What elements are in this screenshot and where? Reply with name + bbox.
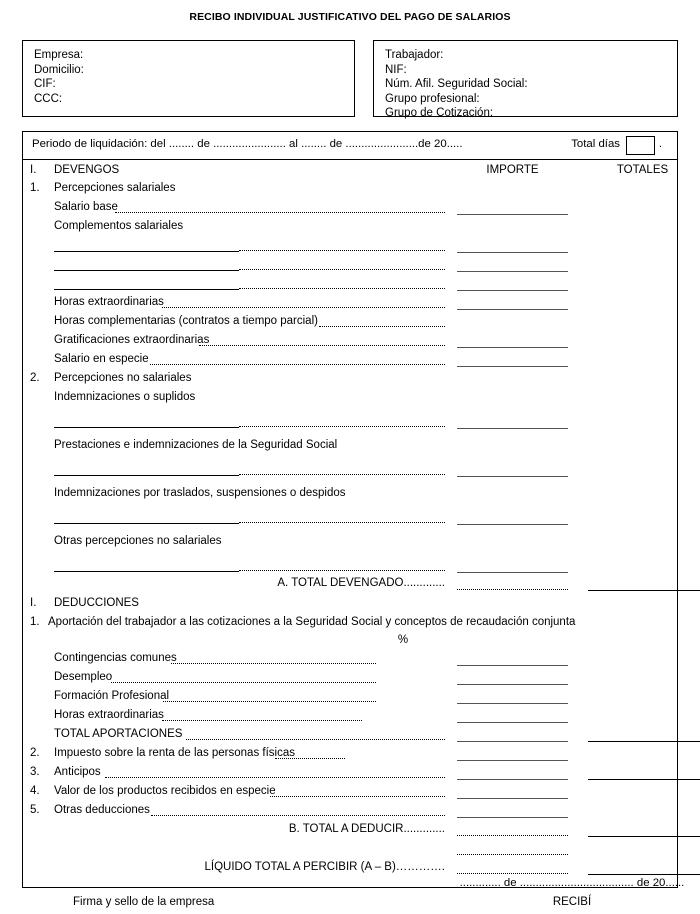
footer-date-field[interactable]: ............. de .................................... de 20...... xyxy=(459,877,685,889)
concept-blank-input[interactable] xyxy=(54,270,239,271)
anticipos-label: Anticipos xyxy=(54,766,101,778)
leader-dots xyxy=(319,326,445,327)
desempleo-label: Desempleo xyxy=(54,671,113,683)
liquido-total-totales-field[interactable] xyxy=(588,874,700,875)
leader-dots xyxy=(105,777,445,778)
gratificaciones-importe-field[interactable] xyxy=(457,347,568,348)
concept-blank-input[interactable] xyxy=(54,251,239,252)
leader-dots xyxy=(171,663,376,664)
valor-productos-importe-field[interactable] xyxy=(457,798,568,799)
salario-base-importe-field[interactable] xyxy=(457,214,568,215)
num-afiliacion-label: Núm. Afil. Seguridad Social: xyxy=(385,78,528,91)
total-dias-trailing-dot: . xyxy=(658,138,662,150)
total-devengado-importe-field[interactable] xyxy=(457,589,568,590)
horas-extraordinarias-deduccion-importe-field[interactable] xyxy=(457,722,568,723)
liquidation-period-bar xyxy=(23,132,677,160)
leader-dots xyxy=(239,570,445,571)
indemnizaciones-traslados-label: Indemnizaciones por traslados, suspensiones o despidos xyxy=(54,487,346,499)
row-total-aportaciones xyxy=(23,728,675,746)
irpf-importe-field[interactable] xyxy=(457,760,568,761)
leader-dots xyxy=(151,815,445,816)
row-deducciones-heading xyxy=(23,597,675,615)
row-formacion-profesional xyxy=(23,690,675,708)
importe-field[interactable] xyxy=(457,524,568,525)
payslip-rows xyxy=(23,160,685,908)
leader-dots xyxy=(111,682,376,683)
row-otras-deducciones xyxy=(23,804,675,822)
row-indemnizaciones-suplidos-blank xyxy=(23,415,675,433)
formacion-profesional-label: Formación Profesional xyxy=(54,690,170,702)
page-title: RECIBO INDIVIDUAL JUSTIFICATIVO DEL PAGO DE SALARIOS xyxy=(189,11,511,23)
row-otras-percepciones-no-salariales xyxy=(23,535,675,553)
group1-numeral: 1. xyxy=(30,182,40,194)
row-gratificaciones-extraordinarias xyxy=(23,334,675,352)
cif-label: CIF: xyxy=(34,78,56,91)
grupo-profesional-label: Grupo profesional: xyxy=(385,92,480,105)
total-aportaciones-label: TOTAL APORTACIONES xyxy=(54,728,183,740)
salario-especie-importe-field[interactable] xyxy=(457,366,568,367)
total-devengado-totales-field[interactable] xyxy=(588,590,700,591)
leader-dots xyxy=(150,364,445,365)
importe-field[interactable] xyxy=(457,476,568,477)
aportacion-title: Aportación del trabajador a las cotizaciones a la Seguridad Social y conceptos de recaudación conjunta xyxy=(48,616,576,628)
row-anticipos xyxy=(23,766,675,784)
desempleo-importe-field[interactable] xyxy=(457,684,568,685)
row-aportacion-trabajador-heading xyxy=(23,616,675,634)
otras-deducciones-importe-field[interactable] xyxy=(457,817,568,818)
trabajador-label: Trabajador: xyxy=(385,49,444,61)
liquido-total-importe-field[interactable] xyxy=(457,873,568,874)
row-complementos-salariales xyxy=(23,220,675,238)
group2-title: Percepciones no salariales xyxy=(54,372,192,384)
row-indemnizaciones-suplidos xyxy=(23,391,675,409)
row-footer-date xyxy=(23,877,685,895)
leader-dots xyxy=(239,426,445,427)
deducciones-title: DEDUCCIONES xyxy=(54,597,139,609)
row-indemnizaciones-traslados xyxy=(23,487,675,505)
leader-dots xyxy=(239,288,445,289)
otras-deducciones-numeral: 5. xyxy=(30,804,40,816)
row-complemento-blank-2 xyxy=(23,258,675,276)
row-prestaciones-blank xyxy=(23,463,675,481)
row-valor-productos-especie xyxy=(23,785,675,803)
leader-dots xyxy=(239,269,445,270)
importe-field[interactable] xyxy=(457,252,568,253)
leader-dots xyxy=(270,796,445,797)
leader-dots xyxy=(162,720,362,721)
anticipos-importe-field[interactable] xyxy=(457,779,568,780)
row-complemento-blank-1 xyxy=(23,239,675,257)
ccc-label: CCC: xyxy=(34,92,63,105)
row-importe-spacer xyxy=(23,842,675,860)
leader-dots xyxy=(239,250,445,251)
total-aportaciones-totales-field[interactable] xyxy=(588,741,700,742)
aportacion-numeral: 1. xyxy=(30,616,40,628)
horas-extraordinarias-label: Horas extraordinarias xyxy=(54,296,164,308)
total-a-deducir-label: B. TOTAL A DEDUCIR............. xyxy=(288,823,445,835)
total-dias-label: Total días xyxy=(571,138,620,150)
liquido-total-label: LÍQUIDO TOTAL A PERCIBIR (A – B)…………. xyxy=(204,861,445,873)
leader-dots xyxy=(162,307,445,308)
row-total-devengado xyxy=(23,577,675,595)
importe-spacer-field[interactable] xyxy=(457,854,568,855)
row-total-a-deducir xyxy=(23,823,675,841)
leader-dots xyxy=(199,345,445,346)
row-salario-en-especie xyxy=(23,353,675,371)
row-contingencias-comunes xyxy=(23,652,675,670)
column-header-importe: IMPORTE xyxy=(486,164,539,176)
contingencias-comunes-importe-field[interactable] xyxy=(457,665,568,666)
prestaciones-label: Prestaciones e indemnizaciones de la Seguridad Social xyxy=(54,439,338,451)
importe-field[interactable] xyxy=(457,572,568,573)
row-percepciones-no-salariales-heading xyxy=(23,372,675,390)
column-header-totales: TOTALES xyxy=(616,164,669,176)
formacion-profesional-importe-field[interactable] xyxy=(457,703,568,704)
row-otras-percepciones-blank xyxy=(23,559,675,577)
grupo-cotizacion-label: Grupo de Cotización: xyxy=(385,107,494,120)
row-complemento-blank-3 xyxy=(23,277,675,295)
contingencias-comunes-label: Contingencias comunes xyxy=(54,652,177,664)
row-indemnizaciones-traslados-blank xyxy=(23,511,675,529)
importe-field[interactable] xyxy=(457,290,568,291)
concept-blank-input[interactable] xyxy=(54,523,239,524)
horas-extraordinarias-deduccion-label: Horas extraordinarias xyxy=(54,709,164,721)
valor-productos-label: Valor de los productos recibidos en especie xyxy=(54,785,276,797)
row-percepciones-salariales-heading xyxy=(23,182,675,200)
devengos-title: DEVENGOS xyxy=(54,164,120,176)
irpf-label: Impuesto sobre la renta de las personas físicas xyxy=(54,747,295,759)
domicilio-label: Domicilio: xyxy=(34,63,84,76)
row-horas-extraordinarias xyxy=(23,296,675,314)
horas-extraordinarias-importe-field[interactable] xyxy=(457,309,568,310)
otras-deducciones-label: Otras deducciones xyxy=(54,804,150,816)
percent-symbol: % xyxy=(397,634,409,646)
indemnizaciones-suplidos-label: Indemnizaciones o suplidos xyxy=(54,391,196,403)
row-salario-base xyxy=(23,201,675,219)
total-dias-input[interactable] xyxy=(626,136,655,155)
gratificaciones-label: Gratificaciones extraordinarias xyxy=(54,334,210,346)
leader-dots xyxy=(275,758,345,759)
group1-title: Percepciones salariales xyxy=(54,182,176,194)
row-horas-extraordinarias-deduccion xyxy=(23,709,675,727)
total-devengado-label: A. TOTAL DEVENGADO............. xyxy=(277,577,445,589)
leader-dots xyxy=(239,522,445,523)
payslip-body-frame xyxy=(22,131,685,908)
importe-field[interactable] xyxy=(457,271,568,272)
anticipos-totales-field[interactable] xyxy=(588,779,700,780)
recibi-label: RECIBÍ xyxy=(552,896,592,908)
horas-complementarias-label: Horas complementarias (contratos a tiempo parcial) xyxy=(54,315,318,327)
salario-especie-label: Salario en especie xyxy=(54,353,149,365)
row-irpf xyxy=(23,747,675,765)
leader-dots xyxy=(163,701,376,702)
row-percent-header xyxy=(23,634,675,652)
row-devengos-heading xyxy=(23,164,675,182)
leader-dots xyxy=(239,474,445,475)
empresa-label: Empresa: xyxy=(34,49,84,61)
firma-empresa-label: Firma y sello de la empresa xyxy=(73,896,215,908)
nif-label: NIF: xyxy=(385,63,407,76)
complementos-salariales-label: Complementos salariales xyxy=(54,220,184,232)
importe-field[interactable] xyxy=(457,428,568,429)
row-prestaciones-seguridad-social xyxy=(23,439,675,457)
otras-percepciones-label: Otras percepciones no salariales xyxy=(54,535,222,547)
row-signature xyxy=(23,896,675,914)
total-a-deducir-totales-field[interactable] xyxy=(588,836,700,837)
concept-blank-input[interactable] xyxy=(54,475,239,476)
empresa-info-box xyxy=(22,40,355,117)
total-a-deducir-importe-field[interactable] xyxy=(457,835,568,836)
total-aportaciones-importe-field[interactable] xyxy=(457,741,568,742)
anticipos-numeral: 3. xyxy=(30,766,40,778)
irpf-numeral: 2. xyxy=(30,747,40,759)
devengos-numeral: I. xyxy=(30,164,37,176)
group2-numeral: 2. xyxy=(30,372,40,384)
concept-blank-input[interactable] xyxy=(54,427,239,428)
concept-blank-input[interactable] xyxy=(54,289,239,290)
trabajador-info-box xyxy=(373,40,678,120)
row-horas-complementarias xyxy=(23,315,675,333)
concept-blank-input[interactable] xyxy=(54,571,239,572)
row-desempleo xyxy=(23,671,675,689)
leader-dots xyxy=(115,212,445,213)
deducciones-numeral: I. xyxy=(30,597,37,609)
valor-productos-numeral: 4. xyxy=(30,785,40,797)
liquidation-period-text: Periodo de liquidación: del ........ de ....................... al ........ de .......................de 20..... xyxy=(32,138,463,150)
salario-base-label: Salario base xyxy=(54,201,118,213)
leader-dots xyxy=(186,739,445,740)
